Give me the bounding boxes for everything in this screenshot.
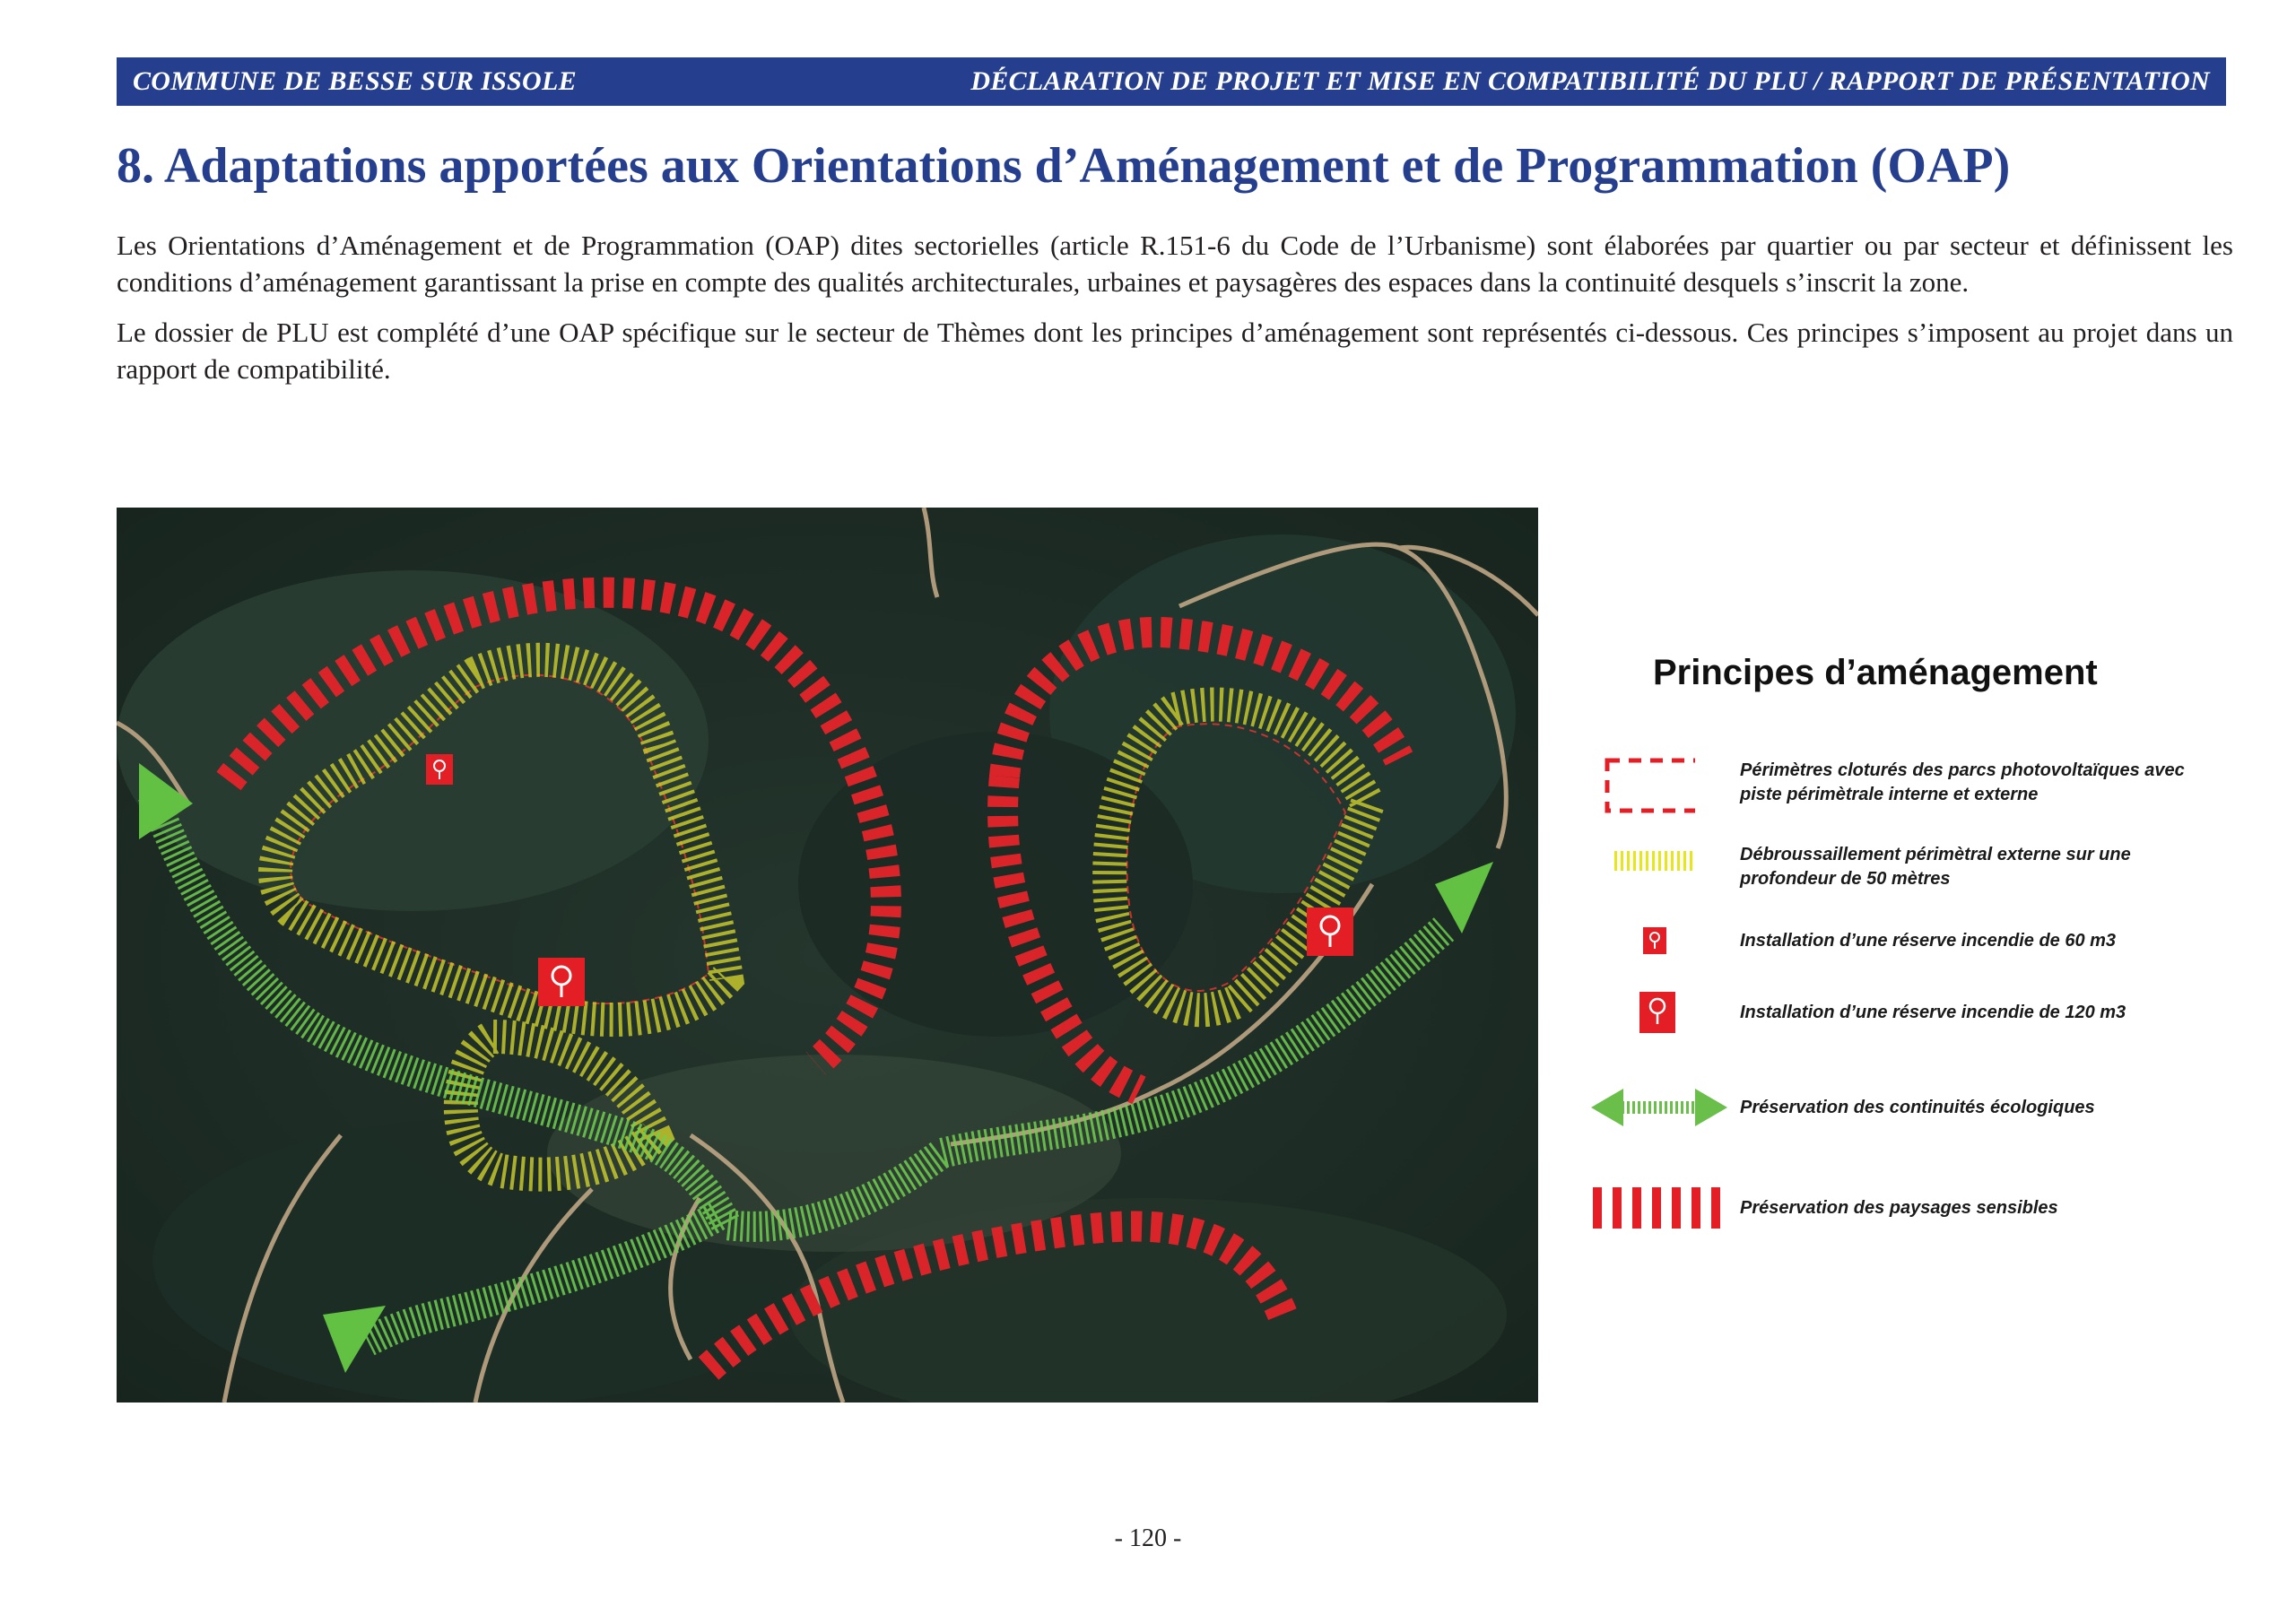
header-document: DÉCLARATION DE PROJET ET MISE EN COMPATIBILITÉ DU PLU / RAPPORT DE PRÉSENTATION: [970, 66, 2210, 96]
page-number: - 120 -: [1114, 1524, 1182, 1552]
page-title: 8. Adaptations apportées aux Orientations d’Aménagement et de Programmation (OAP): [117, 138, 2011, 194]
green-double-arrow-icon: [1587, 1085, 1731, 1130]
legend-label: Préservation des paysages sensibles: [1740, 1198, 2058, 1218]
fire-reserve-small-icon: [1587, 924, 1695, 960]
legend-title: Principes d’aménagement: [1653, 653, 2098, 692]
legend-label: Installation d’une réserve incendie de 60 m3: [1740, 931, 2117, 951]
legend-item-landscapes: [1587, 1185, 2233, 1257]
legend-item-reserve-60: [1587, 924, 2233, 995]
yellow-hatch-icon: [1587, 843, 1695, 879]
red-dashed-rectangle-icon: [1587, 753, 1695, 816]
legend-label: Préservation des continuités écologiques: [1740, 1098, 2095, 1117]
legend-item-reserve-120: [1587, 986, 2233, 1058]
legend-label: Débroussaillement périmètral externe sur une profondeur de 50 mètres: [1740, 845, 2131, 889]
fire-reserve-large-icon: [1587, 986, 1695, 1040]
legend-item-perimeter: [1587, 753, 2233, 825]
header-bar: [117, 57, 2226, 106]
legend-label: Installation d’une réserve incendie de 120 m3: [1740, 1003, 2126, 1022]
fire-reserve-120-marker: [538, 958, 585, 1006]
legend-item-brushclearing: [1587, 843, 2233, 915]
red-hatch-icon: [1587, 1185, 1731, 1230]
fire-reserve-60-marker: [426, 754, 453, 785]
header-commune: COMMUNE DE BESSE SUR ISSOLE: [133, 66, 577, 96]
oap-paragraph: Le dossier de PLU est complété d’une OAP spécifique sur le secteur de Thèmes dont les principes d’aménagement sont représentés ci-dessous. Ces principes s’imposent au projet dans un rapport de compatibilité.: [117, 317, 2233, 385]
fire-reserve-120-marker: [1307, 908, 1353, 956]
intro-paragraph: Les Orientations d’Aménagement et de Programmation (OAP) dites sectorielles (article R.151-6 du Code de l’Urbanisme) sont élaborées par quartier ou par secteur et définissent les conditions d’aménagement garantissant la prise en compte des qualités architecturales, urbaines et paysagères des espaces dans la continuité desquels s’inscrit la zone.: [117, 230, 2233, 298]
legend-label: Périmètres cloturés des parcs photovoltaïques avec piste périmètrale interne et externe: [1740, 760, 2185, 804]
aerial-map: [117, 508, 1538, 1403]
legend-item-ecological: [1587, 1085, 2233, 1157]
